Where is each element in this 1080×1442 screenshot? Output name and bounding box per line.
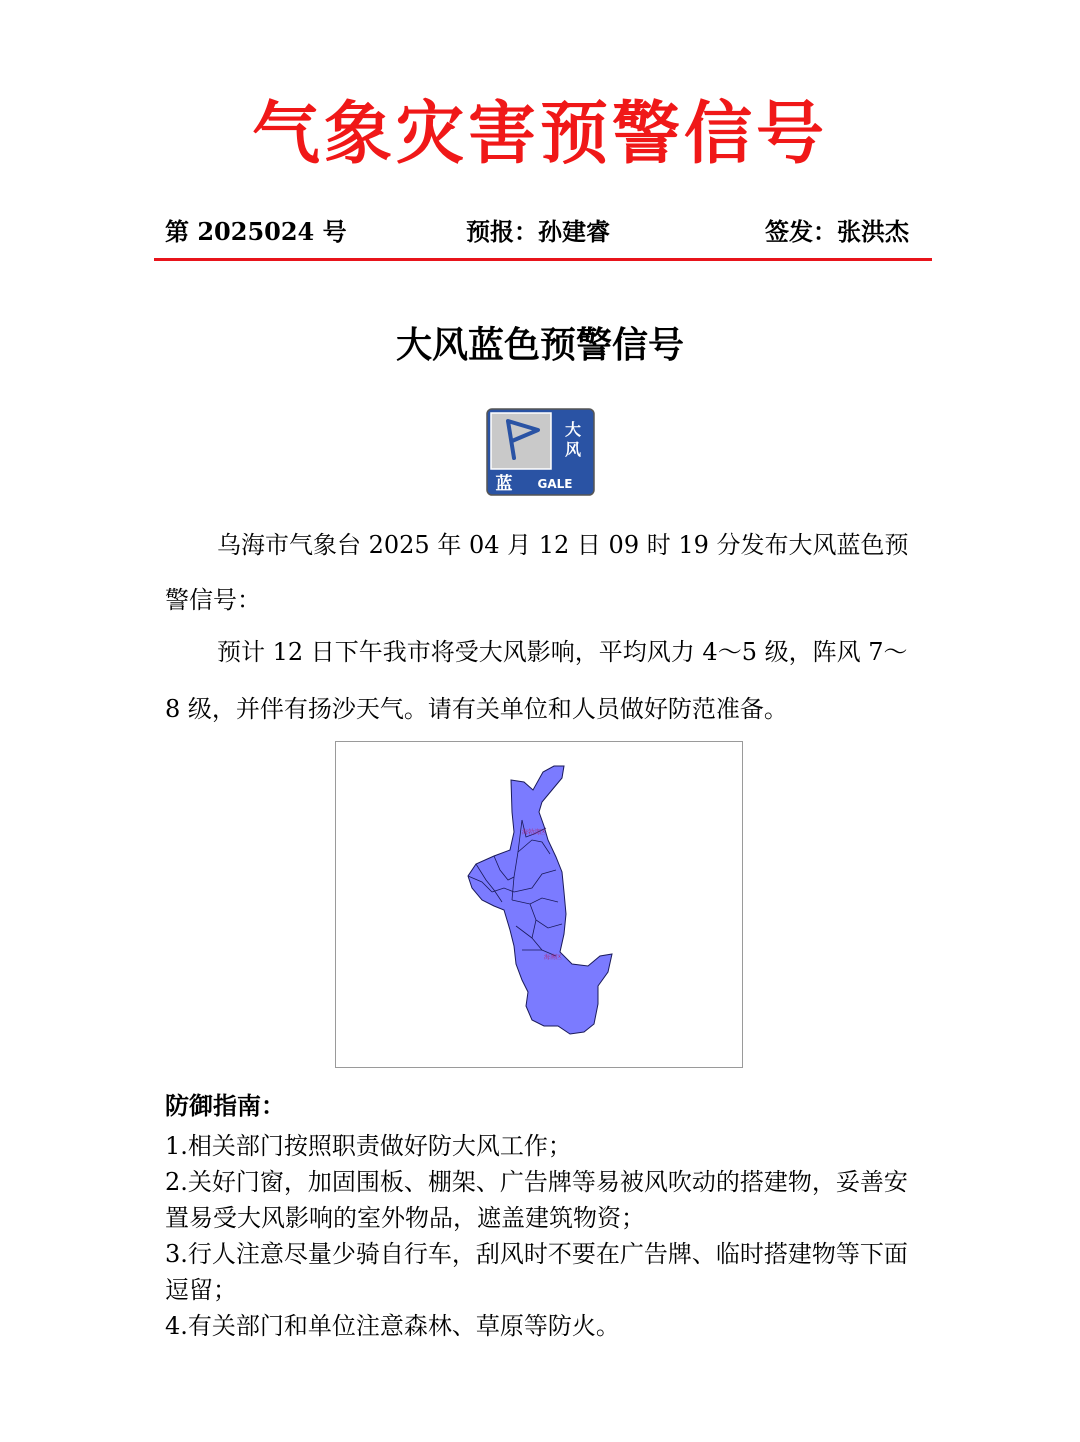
guide-item: 2.关好门窗，加固围板、棚架、广告牌等易被风吹动的搭建物，妥善安置易受大风影响的室外物品，遮盖建筑物资； — [165, 1168, 908, 1232]
icon-english-label: GALE — [537, 477, 573, 491]
guide-item: 4.有关部门和单位注意森林、草原等防火。 — [165, 1312, 620, 1340]
guide-item: 3.行人注意尽量少骑自行车，刮风时不要在广告牌、临时搭建物等下面逗留； — [165, 1240, 908, 1304]
gale-blue-warning-icon — [486, 408, 595, 496]
guide-heading: 防御指南： — [165, 1091, 285, 1120]
map-label-hainan: 海南区 — [543, 954, 563, 961]
forecast-paragraph: 预计 12 日下午我市将受大风影响，平均风力 4～5 级，阵风 7～8 级，并伴有扬沙天气。请有关单位和人员做好防范准备。 — [165, 638, 908, 723]
map-region-outline — [468, 766, 612, 1034]
issue-number: 第 2025024 号 — [165, 217, 347, 246]
issuance-paragraph: 乌海市气象台 2025 年 04 月 12 日 09 时 19 分发布大风蓝色预警信号： — [165, 531, 909, 614]
forecaster: 预报：孙建睿 — [466, 217, 610, 246]
icon-type-char-2: 风 — [564, 440, 582, 459]
signer: 签发：张洪杰 — [765, 217, 909, 246]
warning-area-map — [335, 741, 743, 1068]
map-label-haibowan: 海勃湾区 — [521, 829, 547, 836]
icon-type-char-1: 大 — [564, 420, 582, 439]
header-divider — [154, 258, 932, 261]
page-title: 气象灾害预警信号 — [251, 94, 828, 174]
guide-item: 1.相关部门按照职责做好防大风工作； — [165, 1132, 572, 1160]
guide-list — [165, 1128, 920, 1344]
icon-level-char: 蓝 — [495, 474, 513, 494]
signal-title: 大风蓝色预警信号 — [395, 324, 684, 366]
